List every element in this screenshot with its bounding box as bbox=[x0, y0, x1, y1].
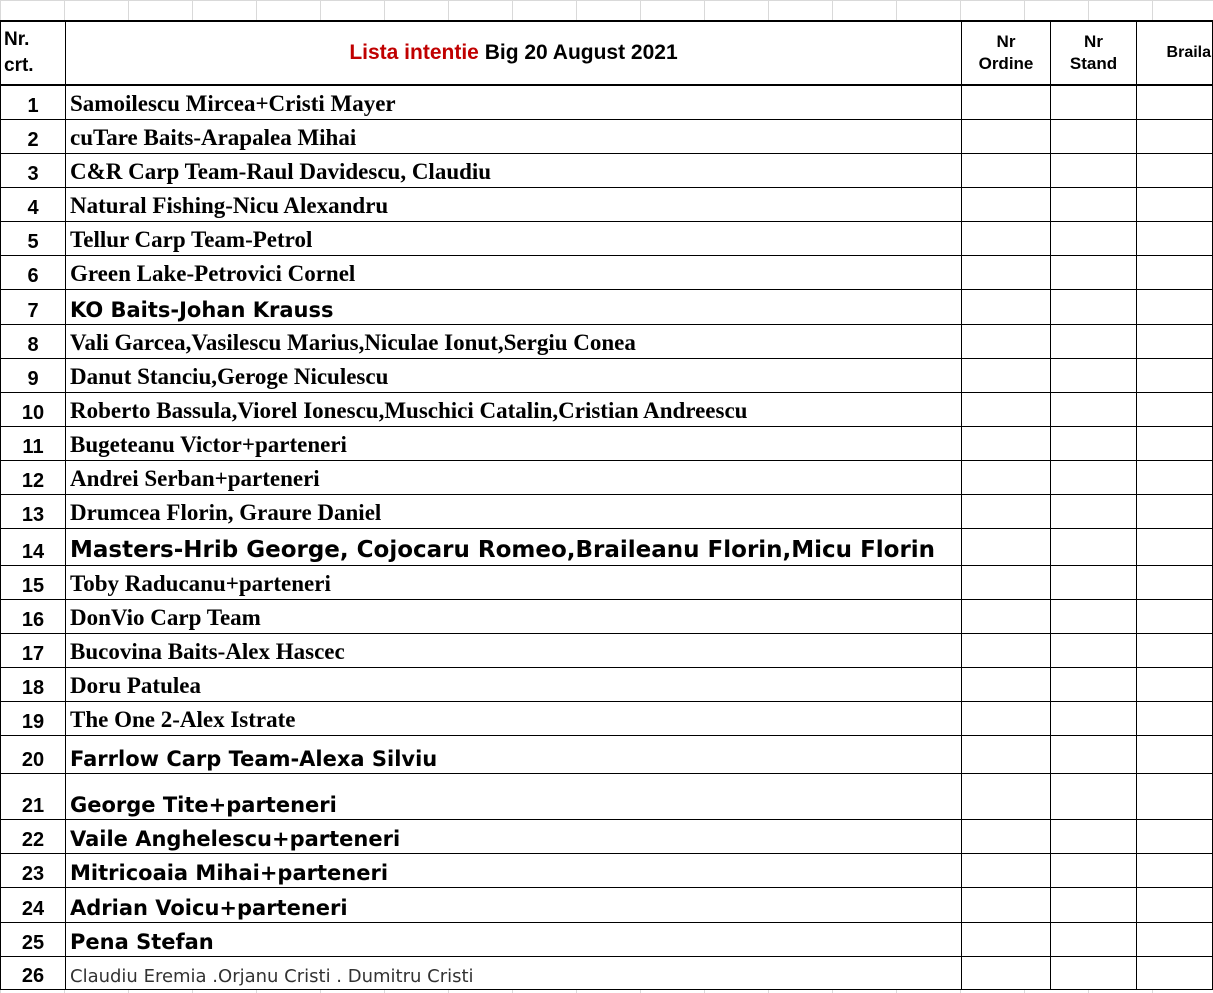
nr-stand-cell[interactable] bbox=[1051, 633, 1137, 667]
title-black-text: Big 20 August 2021 bbox=[484, 41, 678, 64]
table-row bbox=[1, 853, 1213, 887]
braila-cell[interactable] bbox=[1137, 85, 1213, 119]
participant-name-cell[interactable]: Masters-Hrib George, Cojocaru Romeo,Braileanu Florin,Micu Florin bbox=[66, 528, 962, 565]
participant-name-cell[interactable]: Drumcea Florin, Graure Daniel bbox=[66, 494, 962, 528]
table-row bbox=[1, 599, 1213, 633]
participant-name-cell[interactable]: Danut Stanciu,Geroge Niculescu bbox=[66, 358, 962, 392]
row-number-cell[interactable]: 6 bbox=[1, 255, 66, 289]
row-number-cell[interactable]: 14 bbox=[1, 528, 66, 565]
table-row bbox=[1, 153, 1213, 187]
row-number-cell[interactable]: 22 bbox=[1, 819, 66, 853]
participant-name-cell[interactable]: Mitricoaia Mihai+parteneri bbox=[66, 853, 962, 887]
nr-stand-cell[interactable] bbox=[1051, 255, 1137, 289]
header-nr-stand[interactable] bbox=[1051, 21, 1137, 85]
row-number-cell[interactable]: 8 bbox=[1, 324, 66, 358]
table-body bbox=[1, 85, 1213, 989]
nr-ordine-cell[interactable] bbox=[962, 922, 1051, 956]
table-row bbox=[1, 289, 1213, 324]
participant-name-cell[interactable]: Samoilescu Mircea+Cristi Mayer bbox=[66, 85, 962, 119]
table-row bbox=[1, 633, 1213, 667]
participant-name-cell[interactable]: Andrei Serban+parteneri bbox=[66, 460, 962, 494]
nr-ordine-cell[interactable] bbox=[962, 701, 1051, 735]
row-number-cell[interactable]: 1 bbox=[1, 85, 66, 119]
nr-stand-cell[interactable] bbox=[1051, 599, 1137, 633]
nr-stand-cell[interactable] bbox=[1051, 494, 1137, 528]
header-title[interactable] bbox=[66, 21, 962, 85]
row-number-cell[interactable]: 20 bbox=[1, 735, 66, 773]
nr-ordine-cell[interactable] bbox=[962, 819, 1051, 853]
participant-name-cell[interactable]: Adrian Voicu+parteneri bbox=[66, 887, 962, 922]
row-number-cell[interactable]: 5 bbox=[1, 221, 66, 255]
nr-ordine-cell[interactable] bbox=[962, 633, 1051, 667]
braila-cell[interactable] bbox=[1137, 956, 1213, 989]
braila-cell[interactable] bbox=[1137, 701, 1213, 735]
participant-name-cell[interactable]: Pena Stefan bbox=[66, 922, 962, 956]
nr-ordine-cell[interactable] bbox=[962, 187, 1051, 221]
row-number-cell[interactable]: 3 bbox=[1, 153, 66, 187]
nr-ordine-cell[interactable] bbox=[962, 773, 1051, 819]
header-nr-ordine[interactable] bbox=[962, 21, 1051, 85]
nr-stand-cell[interactable] bbox=[1051, 324, 1137, 358]
row-number-cell[interactable]: 9 bbox=[1, 358, 66, 392]
row-number-cell[interactable]: 17 bbox=[1, 633, 66, 667]
nr-ordine-cell[interactable] bbox=[962, 599, 1051, 633]
table-row bbox=[1, 426, 1213, 460]
nr-ordine-cell[interactable] bbox=[962, 289, 1051, 324]
row-number-cell[interactable]: 21 bbox=[1, 773, 66, 819]
header-row bbox=[1, 21, 1213, 85]
header-nr-stand-line1: Nr bbox=[1084, 32, 1103, 51]
braila-cell[interactable] bbox=[1137, 460, 1213, 494]
nr-stand-cell[interactable] bbox=[1051, 887, 1137, 922]
table-row bbox=[1, 528, 1213, 565]
nr-ordine-cell[interactable] bbox=[962, 667, 1051, 701]
nr-ordine-cell[interactable] bbox=[962, 528, 1051, 565]
braila-cell[interactable] bbox=[1137, 633, 1213, 667]
braila-cell[interactable] bbox=[1137, 887, 1213, 922]
header-braila[interactable]: Braila bbox=[1137, 21, 1213, 85]
participant-name-cell[interactable]: Doru Patulea bbox=[66, 667, 962, 701]
table-row bbox=[1, 255, 1213, 289]
title-red-text: Lista intentie bbox=[349, 41, 479, 64]
braila-cell[interactable] bbox=[1137, 599, 1213, 633]
header-nr-ordine-line2: Ordine bbox=[978, 54, 1034, 73]
row-number-cell[interactable]: 10 bbox=[1, 392, 66, 426]
participant-name-cell[interactable]: Bugeteanu Victor+parteneri bbox=[66, 426, 962, 460]
nr-stand-cell[interactable] bbox=[1051, 358, 1137, 392]
nr-ordine-cell[interactable] bbox=[962, 85, 1051, 119]
table-row bbox=[1, 922, 1213, 956]
nr-stand-cell[interactable] bbox=[1051, 956, 1137, 989]
row-number-cell[interactable]: 16 bbox=[1, 599, 66, 633]
nr-ordine-cell[interactable] bbox=[962, 153, 1051, 187]
braila-cell[interactable] bbox=[1137, 667, 1213, 701]
nr-ordine-cell[interactable] bbox=[962, 426, 1051, 460]
header-nr-crt-line1: Nr. bbox=[4, 29, 30, 50]
participant-name-cell[interactable]: George Tite+parteneri bbox=[66, 773, 962, 819]
nr-ordine-cell[interactable] bbox=[962, 460, 1051, 494]
participant-name-cell[interactable]: Bucovina Baits-Alex Hascec bbox=[66, 633, 962, 667]
header-nr-crt[interactable] bbox=[1, 21, 66, 85]
nr-ordine-cell[interactable] bbox=[962, 887, 1051, 922]
nr-ordine-cell[interactable] bbox=[962, 255, 1051, 289]
row-number-cell[interactable]: 12 bbox=[1, 460, 66, 494]
nr-stand-cell[interactable] bbox=[1051, 528, 1137, 565]
table-row bbox=[1, 667, 1213, 701]
nr-stand-cell[interactable] bbox=[1051, 153, 1137, 187]
row-number-cell[interactable]: 26 bbox=[1, 956, 66, 989]
table-row bbox=[1, 819, 1213, 853]
row-number-cell[interactable]: 4 bbox=[1, 187, 66, 221]
nr-stand-cell[interactable] bbox=[1051, 85, 1137, 119]
row-number-cell[interactable]: 24 bbox=[1, 887, 66, 922]
row-number-cell[interactable]: 25 bbox=[1, 922, 66, 956]
nr-stand-cell[interactable] bbox=[1051, 289, 1137, 324]
participant-name-cell[interactable]: Roberto Bassula,Viorel Ionescu,Muschici Catalin,Cristian Andreescu bbox=[66, 392, 962, 426]
nr-stand-cell[interactable] bbox=[1051, 701, 1137, 735]
braila-cell[interactable] bbox=[1137, 853, 1213, 887]
nr-stand-cell[interactable] bbox=[1051, 187, 1137, 221]
participant-name-cell[interactable]: Tellur Carp Team-Petrol bbox=[66, 221, 962, 255]
nr-ordine-cell[interactable] bbox=[962, 853, 1051, 887]
braila-cell[interactable] bbox=[1137, 119, 1213, 153]
nr-ordine-cell[interactable] bbox=[962, 358, 1051, 392]
header-nr-crt-line2: crt. bbox=[4, 55, 34, 76]
header-nr-ordine-line1: Nr bbox=[996, 32, 1016, 51]
participant-name-cell[interactable]: C&R Carp Team-Raul Davidescu, Claudiu bbox=[66, 153, 962, 187]
header-nr-stand-line2: Stand bbox=[1069, 54, 1118, 73]
participant-name-cell[interactable]: Vaile Anghelescu+parteneri bbox=[66, 819, 962, 853]
row-number-cell[interactable]: 13 bbox=[1, 494, 66, 528]
row-number-cell[interactable]: 15 bbox=[1, 565, 66, 599]
row-number-cell[interactable]: 23 bbox=[1, 853, 66, 887]
braila-cell[interactable] bbox=[1137, 735, 1213, 773]
nr-ordine-cell[interactable] bbox=[962, 324, 1051, 358]
braila-cell[interactable] bbox=[1137, 358, 1213, 392]
nr-ordine-cell[interactable] bbox=[962, 494, 1051, 528]
participant-name-cell[interactable]: Toby Raducanu+parteneri bbox=[66, 565, 962, 599]
table-row bbox=[1, 460, 1213, 494]
table-row bbox=[1, 392, 1213, 426]
table-row bbox=[1, 565, 1213, 599]
braila-cell[interactable] bbox=[1137, 528, 1213, 565]
participant-name-cell[interactable]: Claudiu Eremia .Orjanu Cristi . Dumitru Cristi bbox=[66, 956, 962, 989]
participant-name-cell[interactable]: Vali Garcea,Vasilescu Marius,Niculae Ionut,Sergiu Conea bbox=[66, 324, 962, 358]
braila-cell[interactable] bbox=[1137, 773, 1213, 819]
nr-stand-cell[interactable] bbox=[1051, 922, 1137, 956]
participants-table bbox=[0, 20, 1213, 990]
nr-stand-cell[interactable] bbox=[1051, 773, 1137, 819]
table-row bbox=[1, 494, 1213, 528]
nr-ordine-cell[interactable] bbox=[962, 221, 1051, 255]
nr-stand-cell[interactable] bbox=[1051, 221, 1137, 255]
participant-name-cell[interactable]: Farrlow Carp Team-Alexa Silviu bbox=[66, 735, 962, 773]
braila-cell[interactable] bbox=[1137, 187, 1213, 221]
row-number-cell[interactable]: 11 bbox=[1, 426, 66, 460]
nr-stand-cell[interactable] bbox=[1051, 735, 1137, 773]
participant-name-cell[interactable]: KO Baits-Johan Krauss bbox=[66, 289, 962, 324]
nr-stand-cell[interactable] bbox=[1051, 119, 1137, 153]
nr-stand-cell[interactable] bbox=[1051, 426, 1137, 460]
nr-stand-cell[interactable] bbox=[1051, 565, 1137, 599]
participant-name-cell[interactable]: Natural Fishing-Nicu Alexandru bbox=[66, 187, 962, 221]
row-number-cell[interactable]: 19 bbox=[1, 701, 66, 735]
participant-name-cell[interactable]: DonVio Carp Team bbox=[66, 599, 962, 633]
row-number-cell[interactable]: 7 bbox=[1, 289, 66, 324]
braila-cell[interactable] bbox=[1137, 324, 1213, 358]
table-row bbox=[1, 187, 1213, 221]
participant-name-cell[interactable]: cuTare Baits-Arapalea Mihai bbox=[66, 119, 962, 153]
table-row bbox=[1, 701, 1213, 735]
table-row bbox=[1, 85, 1213, 119]
table-row bbox=[1, 735, 1213, 773]
table-row bbox=[1, 119, 1213, 153]
nr-stand-cell[interactable] bbox=[1051, 392, 1137, 426]
braila-cell[interactable] bbox=[1137, 565, 1213, 599]
braila-cell[interactable] bbox=[1137, 922, 1213, 956]
table-row bbox=[1, 887, 1213, 922]
braila-cell[interactable] bbox=[1137, 392, 1213, 426]
nr-stand-cell[interactable] bbox=[1051, 460, 1137, 494]
nr-ordine-cell[interactable] bbox=[962, 735, 1051, 773]
nr-ordine-cell[interactable] bbox=[962, 565, 1051, 599]
nr-stand-cell[interactable] bbox=[1051, 819, 1137, 853]
table-row bbox=[1, 773, 1213, 819]
nr-stand-cell[interactable] bbox=[1051, 667, 1137, 701]
braila-cell[interactable] bbox=[1137, 819, 1213, 853]
row-number-cell[interactable]: 18 bbox=[1, 667, 66, 701]
table-row bbox=[1, 358, 1213, 392]
braila-cell[interactable] bbox=[1137, 494, 1213, 528]
participant-name-cell[interactable]: The One 2-Alex Istrate bbox=[66, 701, 962, 735]
table-row bbox=[1, 221, 1213, 255]
nr-ordine-cell[interactable] bbox=[962, 956, 1051, 989]
nr-ordine-cell[interactable] bbox=[962, 119, 1051, 153]
table-row bbox=[1, 324, 1213, 358]
table-row bbox=[1, 956, 1213, 989]
nr-stand-cell[interactable] bbox=[1051, 853, 1137, 887]
nr-ordine-cell[interactable] bbox=[962, 392, 1051, 426]
braila-cell[interactable] bbox=[1137, 289, 1213, 324]
braila-cell[interactable] bbox=[1137, 426, 1213, 460]
braila-cell[interactable] bbox=[1137, 255, 1213, 289]
participant-name-cell[interactable]: Green Lake-Petrovici Cornel bbox=[66, 255, 962, 289]
braila-cell[interactable] bbox=[1137, 221, 1213, 255]
braila-cell[interactable] bbox=[1137, 153, 1213, 187]
row-number-cell[interactable]: 2 bbox=[1, 119, 66, 153]
